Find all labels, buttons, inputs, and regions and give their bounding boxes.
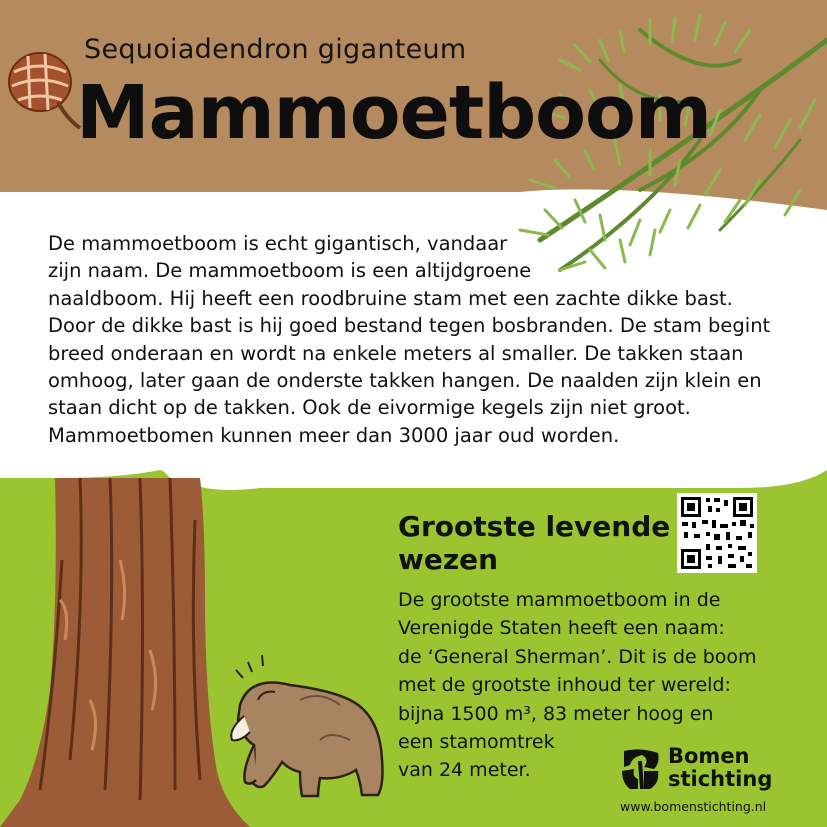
intro-line: staan dicht op de takken. Ook de eivormige kegels zijn niet groot. bbox=[48, 396, 691, 420]
intro-line: De mammoetboom is echt gigantisch, vandaar bbox=[48, 232, 508, 255]
page-title: Mammoetboom bbox=[76, 70, 711, 156]
logo-wordmark bbox=[668, 745, 772, 791]
intro-line: breed onderaan en wordt na enkele meters al smaller. De takken staan bbox=[48, 341, 744, 365]
intro-line: zijn naam. De mammoetboom is een altijdgroene bbox=[48, 259, 532, 283]
facts-line: met de grootste inhoud ter wereld: bbox=[398, 674, 731, 697]
intro-line: Door de dikke bast is hij goed bestand tegen bosbranden. De stam begint bbox=[48, 314, 771, 338]
facts-heading-line: Grootste levende bbox=[398, 510, 671, 543]
bomenstichting-logo bbox=[620, 744, 810, 817]
bomenstichting-tree-logo-icon bbox=[620, 747, 662, 791]
facts-line: van 24 meter. bbox=[398, 759, 531, 782]
website-url: www.bomenstichting.nl bbox=[620, 799, 767, 814]
logo-word: stichting bbox=[668, 767, 773, 791]
facts-line: bijna 1500 m³, 83 meter hoog en bbox=[398, 702, 714, 725]
facts-line: De grootste mammoetboom in de bbox=[398, 589, 721, 611]
facts-heading bbox=[398, 510, 670, 576]
intro-paragraph bbox=[48, 230, 778, 449]
facts-line: de ‘General Sherman’. Dit is de boom bbox=[398, 645, 757, 668]
facts-heading-line: wezen bbox=[398, 543, 499, 576]
intro-line: naaldboom. Hij heeft een roodbruine stam met een zachte dikke bast. bbox=[48, 286, 733, 310]
logo-word: Bomen bbox=[668, 744, 750, 768]
intro-line: Mammoetbomen kunnen meer dan 3000 jaar oud worden. bbox=[48, 423, 620, 447]
facts-line: Verenigde Staten heeft een naam: bbox=[398, 617, 725, 640]
scientific-name: Sequoiadendron giganteum bbox=[84, 34, 467, 65]
qr-code-icon bbox=[677, 493, 757, 573]
facts-line: een stamomtrek bbox=[398, 731, 555, 754]
intro-line: omhoog, later gaan de onderste takken hangen. De naalden zijn klein en bbox=[48, 369, 762, 393]
